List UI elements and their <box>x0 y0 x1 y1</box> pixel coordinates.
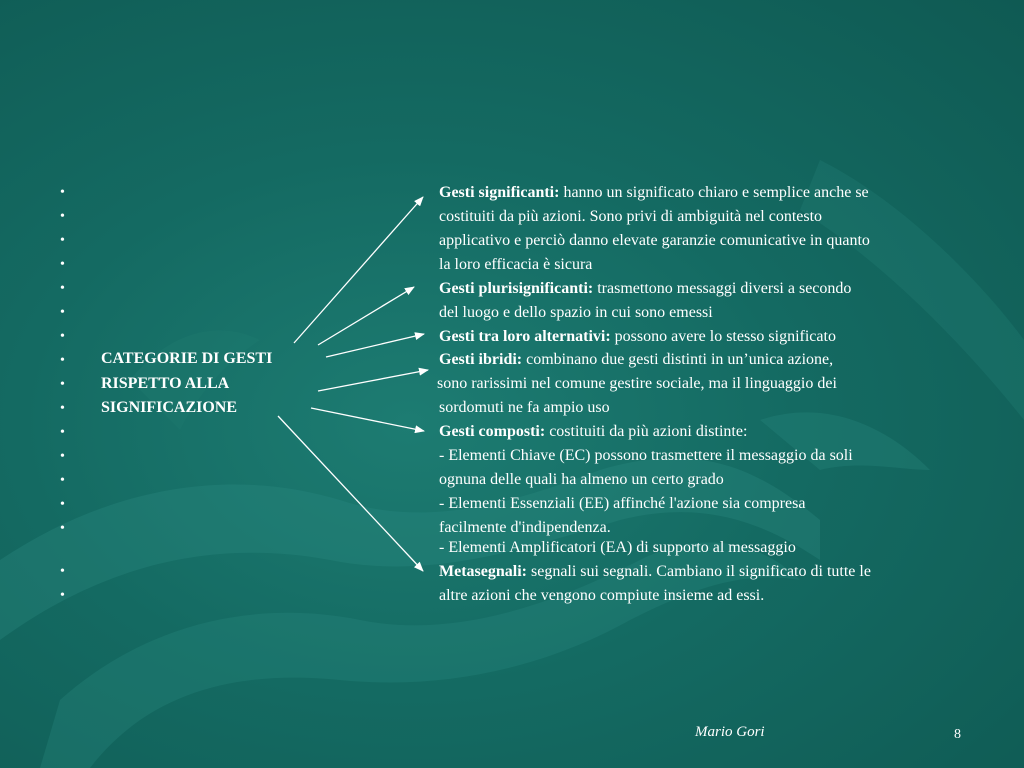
bullet-marker: • <box>60 473 65 488</box>
line-text: - Elementi Amplificatori (EA) di supporto al messaggio <box>439 539 796 556</box>
arrow-alternativi <box>326 334 424 357</box>
line-text: trasmettono messaggi diversi a secondo <box>593 280 852 297</box>
bullet-marker: • <box>60 257 65 272</box>
bullet-marker: • <box>60 521 65 536</box>
bullet-marker: • <box>60 209 65 224</box>
bullet-marker: • <box>60 564 65 579</box>
footer-author: Mario Gori <box>695 724 765 740</box>
term-heading: Gesti ibridi: <box>439 351 523 368</box>
line-text: segnali sui segnali. Cambiano il significato di tutte le <box>526 563 871 580</box>
bullet-marker: • <box>60 305 65 320</box>
line-text: costituiti da più azioni distinte: <box>545 423 748 440</box>
line-text: possono avere lo stesso significato <box>610 328 836 345</box>
line-text: altre azioni che vengono compiute insieme ad essi. <box>439 587 765 604</box>
bullet-marker: • <box>60 233 65 248</box>
line-text: sordomuti ne fa ampio uso <box>439 399 610 416</box>
line-text: hanno un significato chiaro e semplice anche se <box>559 184 869 201</box>
bullet-marker: • <box>60 185 65 200</box>
term-heading: Gesti tra loro alternativi: <box>439 328 611 345</box>
line-text: - Elementi Chiave (EC) possono trasmettere il messaggio da soli <box>439 447 853 464</box>
arrow-metasegnali <box>278 416 423 571</box>
bullet-marker: • <box>60 588 65 603</box>
line-text: costituiti da più azioni. Sono privi di ambiguità nel contesto <box>439 208 823 225</box>
category-label: CATEGORIE DI GESTI <box>101 350 273 367</box>
bullet-marker: • <box>60 329 65 344</box>
term-heading: Gesti significanti: <box>439 184 560 201</box>
term-heading: Metasegnali: <box>439 563 527 580</box>
page-number: 8 <box>954 727 961 742</box>
line-text: del luogo e dello spazio in cui sono emessi <box>439 304 713 321</box>
line-text: applicativo e perciò danno elevate garanzie comunicative in quanto <box>439 232 870 249</box>
line-text: - Elementi Essenziali (EE) affinché l'azione sia compresa <box>439 495 806 512</box>
category-label: RISPETTO ALLA <box>101 375 230 392</box>
arrow-plurisignificanti <box>318 287 414 345</box>
line-text: la loro efficacia è sicura <box>439 256 593 273</box>
bullet-marker: • <box>60 449 65 464</box>
bullet-marker: • <box>60 353 65 368</box>
arrow-composti <box>311 408 424 431</box>
term-heading: Gesti composti: <box>439 423 546 440</box>
line-text: combinano due gesti distinti in un’unica azione, <box>522 351 834 368</box>
line-text: ognuna delle quali ha almeno un certo grado <box>439 471 724 488</box>
line-text: sono rarissimi nel comune gestire sociale, ma il linguaggio dei <box>437 375 837 392</box>
term-heading: Gesti plurisignificanti: <box>439 280 594 297</box>
bullet-marker: • <box>60 281 65 296</box>
arrow-ibridi <box>318 370 428 391</box>
bullet-marker: • <box>60 377 65 392</box>
category-label: SIGNIFICAZIONE <box>101 399 238 416</box>
bullet-marker: • <box>60 401 65 416</box>
bullet-marker: • <box>60 497 65 512</box>
line-text: facilmente d'indipendenza. <box>439 519 611 536</box>
bullet-marker: • <box>60 425 65 440</box>
